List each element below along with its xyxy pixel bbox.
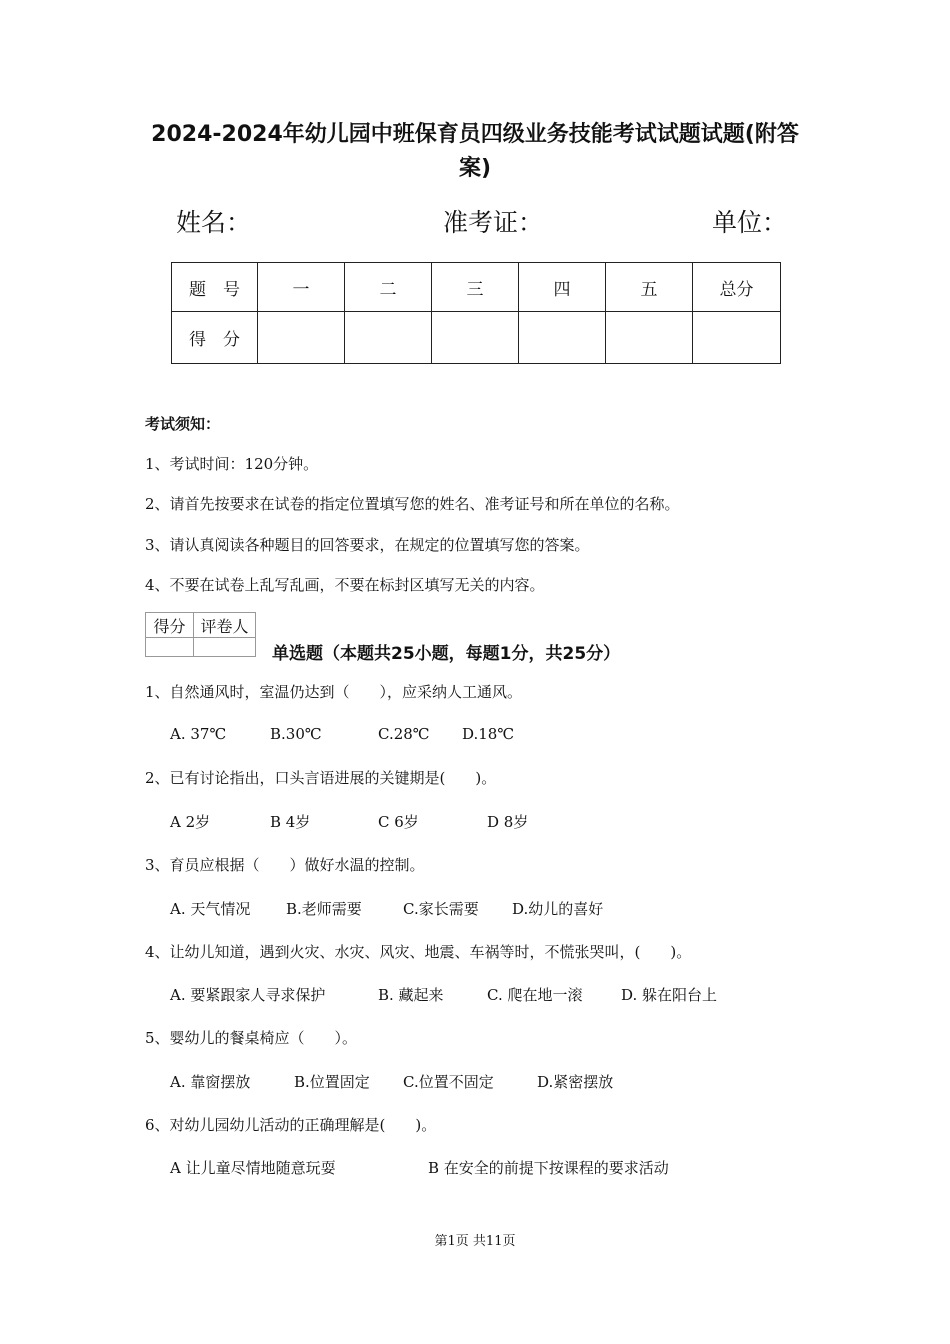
option-d: D. 躲在阳台上 [621,986,718,1004]
option-d: D 8岁 [487,813,529,831]
exam-id-field-label: 准考证： [443,208,544,237]
notice-item: 1、考试时间：120分钟。 [145,455,319,473]
header-cell-1: 一 [258,263,345,312]
grader-score-cell[interactable] [146,638,194,657]
option-c: C. 爬在地一滚 [487,986,583,1004]
score-table-header-row [172,263,781,312]
option-c: C.家长需要 [403,900,479,918]
option-b: B. 藏起来 [378,986,444,1004]
question-text: 2、已有讨论指出，口头言语进展的关键期是( )。 [145,769,497,787]
option-a: A. 要紧跟家人寻求保护 [170,986,326,1004]
page-footer: 第1页 共11页 [434,1234,516,1249]
notice-title: 考试须知： [145,415,221,433]
option-d: D.18℃ [462,725,515,743]
option-a: A 2岁 [170,813,211,831]
option-b: B.30℃ [270,725,322,743]
option-b: B 在安全的前提下按课程的要求活动 [428,1159,669,1177]
option-b: B 4岁 [270,813,311,831]
question-text: 4、让幼儿知道，遇到火灾、水灾、风灾、地震、车祸等时，不慌张哭叫，( )。 [145,943,692,961]
score-row-label: 得 分 [172,312,258,364]
question-text: 3、育员应根据（ ）做好水温的控制。 [145,856,425,874]
score-cell-4[interactable] [519,312,606,364]
title-line-2: 案) [458,156,492,181]
option-a: A. 天气情况 [170,900,251,918]
option-c: C.28℃ [378,725,430,743]
unit-field-label: 单位： [712,208,788,237]
question-text: 1、自然通风时，室温仍达到（ ），应采纳人工通风。 [145,683,523,701]
name-field-label: 姓名： [176,208,252,237]
grader-score-label: 得分 [146,613,194,638]
option-a: A 让儿童尽情地随意玩耍 [170,1159,336,1177]
notice-item: 4、不要在试卷上乱写乱画，不要在标封区填写无关的内容。 [145,576,545,594]
header-cell-total: 总分 [693,263,781,312]
score-table [171,262,781,364]
option-a: A. 靠窗摆放 [170,1073,251,1091]
question-text: 6、对幼儿园幼儿活动的正确理解是( )。 [145,1116,437,1134]
document-title [140,118,810,186]
header-cell-5: 五 [606,263,693,312]
grader-reviewer-cell[interactable] [194,638,256,657]
score-cell-total[interactable] [693,312,781,364]
notice-item: 2、请首先按要求在试卷的指定位置填写您的姓名、准考证号和所在单位的名称。 [145,495,680,513]
option-a: A. 37℃ [170,725,227,743]
notice-item: 3、请认真阅读各种题目的回答要求，在规定的位置填写您的答案。 [145,536,590,554]
section-title: 单选题（本题共25小题，每题1分，共25分） [272,644,621,664]
option-d: D.幼儿的喜好 [512,900,604,918]
title-line-1: 2024-2024年幼儿园中班保育员四级业务技能考试试题试题(附答 [151,122,799,147]
score-cell-2[interactable] [345,312,432,364]
header-cell-3: 三 [432,263,519,312]
option-d: D.紧密摆放 [537,1073,614,1091]
grader-box [145,612,256,657]
score-cell-1[interactable] [258,312,345,364]
option-b: B.位置固定 [294,1073,370,1091]
option-c: C 6岁 [378,813,419,831]
score-cell-3[interactable] [432,312,519,364]
grader-reviewer-label: 评卷人 [194,613,256,638]
header-cell-label: 题 号 [172,263,258,312]
header-cell-4: 四 [519,263,606,312]
score-cell-5[interactable] [606,312,693,364]
score-table-score-row [172,312,781,364]
option-b: B.老师需要 [286,900,362,918]
header-cell-2: 二 [345,263,432,312]
option-c: C.位置不固定 [403,1073,494,1091]
question-text: 5、婴幼儿的餐桌椅应（ ）。 [145,1029,358,1047]
